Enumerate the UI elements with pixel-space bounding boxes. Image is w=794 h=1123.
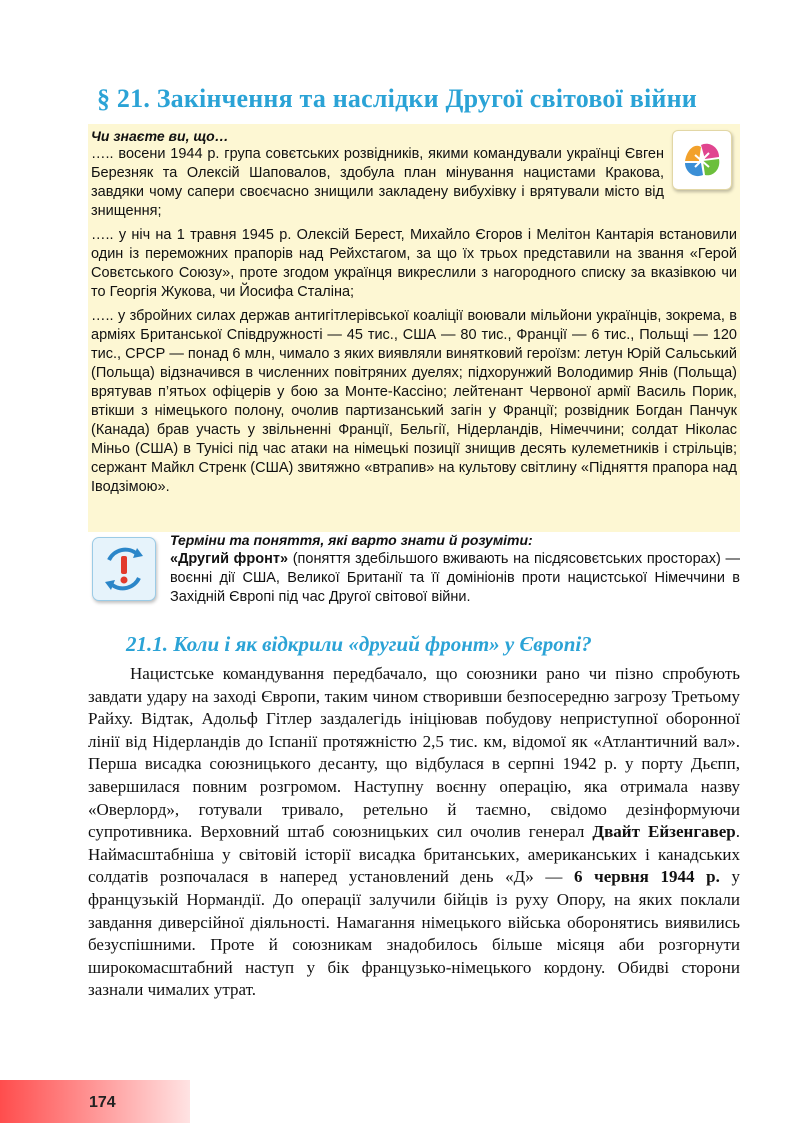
body-text-segment: . Наймасштабніша у світовій історії висадка британських, американських і канадських солдатів розпочалася в наперед установлений день «Д» — — [88, 822, 740, 887]
body-text-segment: у французькій Нормандії. До операції залучили бійців із руху Опору, на яких поклали завдання диверсійної діяльності. Намагання німецького війська оборонятись виявились безуспішними. Проте й союзникам знадобилось більше місяця аби розгорнути широкомасштабний наступ у бік французько-німецького кордону. Обидві сторони зазнали чималих утрат. — [88, 867, 740, 1000]
exclamation-arrows-icon — [92, 537, 156, 601]
section-body-text — [88, 663, 740, 1002]
terms-heading: Терміни та поняття, які варто знати й розуміти: — [170, 532, 533, 548]
term-definition — [170, 550, 740, 607]
did-you-know-paragraph: ….. у збройних силах держав антигітлерівської коаліції воювали мільйони українців, зокрема, в арміях Британської Співдружності — 45 тис., США — 80 тис., Франції — 6 тис., Польщі — 120 тис., СРСР — понад 6 млн, чимало з яких виявляли винятковий героїзм: летун Юрій Сальський (Польща) відзначився в численних повітряних дуелях; підхорунжий Володимир Янів (Польща) врятував п’ятьох офіцерів у бою за Монте-Кассіно; лейтенант Червоної армії Василь Порик, втікши з німецького полону, очолив партизанський загін у Франції; розвідник Богдан Панчук (Канада) брав участь у звільненні Франції, Бельгії, Нідерландів, Німеччини; солдат Ніколас Міньо (США) в Тунісі під час атаки на німецькі позиції знищив десять кулеметників і стрільців; сержант Майкл Стренк (США) звитяжно «втрапив» на культову світлину «Підняття прапора над Іводзімою». — [91, 308, 737, 495]
page-title: § 21. Закінчення та наслідки Другої світової війни — [97, 84, 697, 113]
did-you-know-paragraph: ….. восени 1944 р. група совєтських розвідників, якими командували українці Євген Березняк та Олексій Шаповалов, здобула план мінування нацистами Кракова, завдяки чому сапери своєчасно знищили закладену вибухівку і врятували місто від знищення; — [91, 146, 664, 219]
body-text-segment: Нацистське командування передбачало, що союзники рано чи пізно спробують завдати удару на заході Європи, таким чином створивши безпосередню загрозу Третьому Райху. Відтак, Адольф Гітлер заздалегідь ініціював побудову неприступної оборонної лінії від Нідерландів до Іспанії протяжністю 2,5 тис. км, відомої як «Атлантичний вал». Перша висадка союзницького десанту, що відбулася в серпні 1942 р. у порту Дьєпп, завершилася повним розгромом. Наступну воєнну операцію, яка отримала назву «Оверлорд», готували тривало, ретельно й таємно, свідомо дезінформуючи супротивника. Верховний штаб союзницьких сил очолив генерал — [88, 664, 740, 842]
section-heading: 21.1. Коли і як відкрили «другий фронт» у Європі? — [126, 632, 592, 656]
did-you-know-paragraph: ….. у ніч на 1 травня 1945 р. Олексій Берест, Михайло Єгоров і Мелітон Кантарія встановили один із переможних прапорів над Рейхстагом, за що їх трьох представили на звання «Герой Совєтського Союзу», проте згодом українця викреслили з нагородного списку за вказівкою чи то Георгія Жукова, чи Йосифа Сталіна; — [91, 227, 737, 300]
did-you-know-heading: Чи знаєте ви, що… — [91, 128, 229, 144]
body-text-bold-name: Двайт Ейзенгавер — [592, 822, 736, 842]
body-text-bold-date: 6 червня 1944 р. — [573, 867, 720, 887]
term-description: (поняття здебільшого вживають на пісдясовєтських просторах) — воєнні дії США, Великої Британії та її домініонів проти нацистської Німеччини в Західній Європі під час Другої світової війни. — [170, 551, 740, 605]
page-number: 174 — [89, 1094, 116, 1111]
term-name: «Другий фронт» — [170, 551, 289, 567]
hands-puzzle-icon — [672, 130, 732, 190]
